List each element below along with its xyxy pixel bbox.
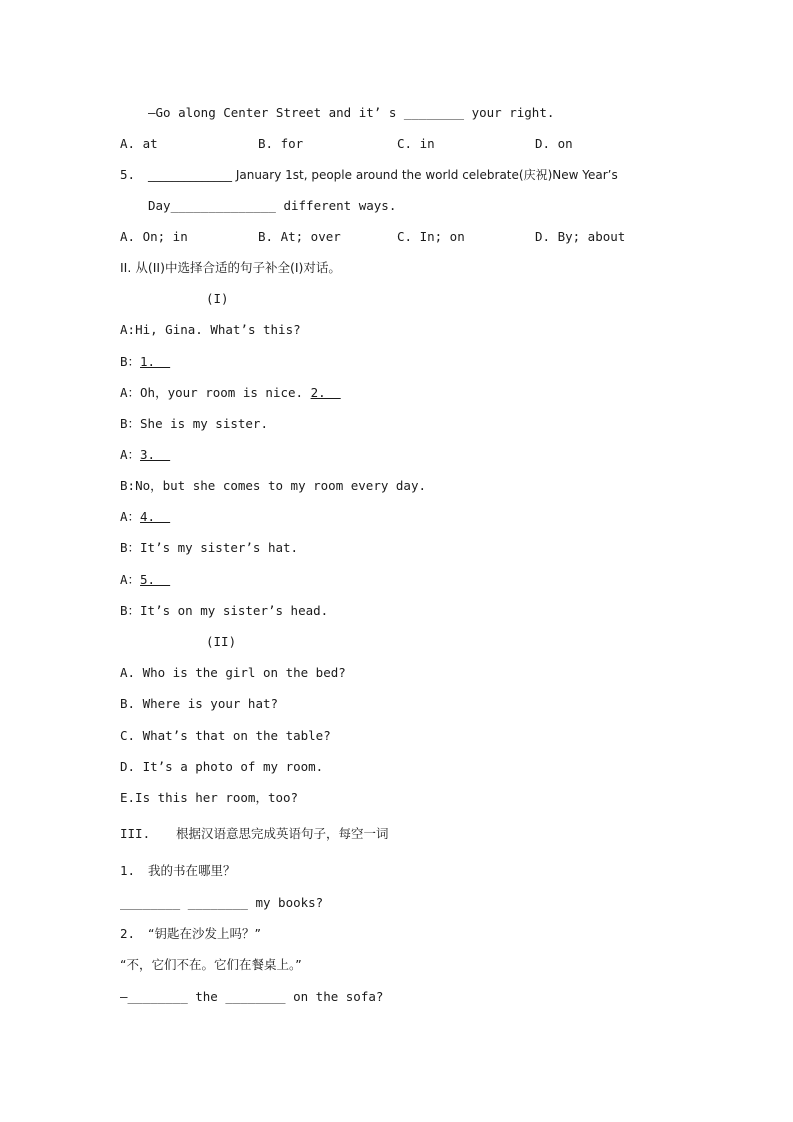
part-1-label: (I)	[206, 291, 229, 306]
choice-c: C. What’s that on the table?	[120, 728, 331, 743]
dialogue-line	[120, 478, 426, 494]
speaker: B：	[120, 540, 141, 555]
choice-b: B. Where is your hat?	[120, 696, 279, 711]
dialogue-text: It’s my sister’s hat.	[140, 540, 299, 555]
q5-option-c: C. In; on	[397, 229, 465, 244]
choice-a: A. Who is the girl on the bed?	[120, 665, 346, 680]
sentence-2-chinese-reply: “不，它们不在。它们在餐桌上。”	[120, 957, 302, 972]
section-3-title: 根据汉语意思完成英语句子，每空一词	[176, 826, 389, 841]
q4-option-c: C. in	[397, 136, 435, 151]
speaker: B：	[120, 416, 141, 431]
answer-blank: 2.	[310, 385, 341, 400]
speaker: A：	[120, 572, 141, 587]
dialogue-text: It’s on my sister’s head.	[140, 603, 329, 618]
speaker: A：	[120, 447, 141, 462]
speaker: B：	[120, 354, 141, 369]
q4-option-b: B. for	[258, 136, 304, 151]
sentence-2-english: —________ the ________ on the sofa?	[120, 989, 384, 1004]
section-3-number: III.	[120, 826, 151, 841]
sentence-2-number: 2.	[120, 926, 136, 941]
speaker: A：	[120, 509, 141, 524]
answer-blank: 5.	[140, 572, 171, 587]
q4-line2: —Go along Center Street and it’ s ________ your right.	[148, 105, 555, 120]
q4-option-a: A. at	[120, 136, 158, 151]
speaker: A：	[120, 385, 141, 400]
q5-line2: Day______________ different ways.	[148, 198, 397, 213]
sentence-1-chinese: 我的书在哪里？	[148, 863, 236, 878]
speaker: B:	[120, 478, 136, 493]
dialogue-line	[120, 603, 328, 619]
q5-option-b: B. At; over	[258, 229, 341, 244]
dialogue-line	[120, 447, 170, 463]
choice-d: D. It’s a photo of my room.	[120, 759, 324, 774]
q5-option-a: A. On; in	[120, 229, 188, 244]
speaker: A:	[120, 322, 136, 337]
section-2-title: II. 从(II)中选择合适的句子补全(I)对话。	[120, 260, 341, 275]
dialogue-line	[120, 354, 170, 370]
answer-blank: 3.	[140, 447, 171, 462]
dialogue-line	[120, 416, 268, 432]
choice-e: E.Is this her room，too?	[120, 790, 299, 805]
dialogue-text: She is my sister.	[140, 416, 268, 431]
dialogue-line	[120, 509, 170, 525]
dialogue-line	[120, 322, 301, 338]
q5-number: 5.	[120, 167, 136, 182]
answer-blank: 4.	[140, 509, 171, 524]
q5-option-d: D. By; about	[535, 229, 626, 244]
answer-blank: 1.	[140, 354, 171, 369]
dialogue-line	[120, 385, 341, 401]
part-2-label: (II)	[206, 634, 237, 649]
q5-line1: ______________ January 1st, people around the world celebrate(庆祝)New Year’s	[148, 168, 618, 182]
dialogue-text: Hi, Gina. What’s this?	[135, 322, 301, 337]
q4-option-d: D. on	[535, 136, 573, 151]
dialogue-line	[120, 540, 298, 556]
dialogue-text: Oh，your room is nice.	[140, 385, 311, 400]
dialogue-text: No，but she comes to my room every day.	[135, 478, 427, 493]
sentence-2-chinese: “钥匙在沙发上吗？”	[148, 926, 261, 941]
sentence-1-english: ________ ________ my books?	[120, 895, 324, 910]
sentence-1-number: 1.	[120, 863, 136, 878]
speaker: B：	[120, 603, 141, 618]
dialogue-line	[120, 572, 170, 588]
